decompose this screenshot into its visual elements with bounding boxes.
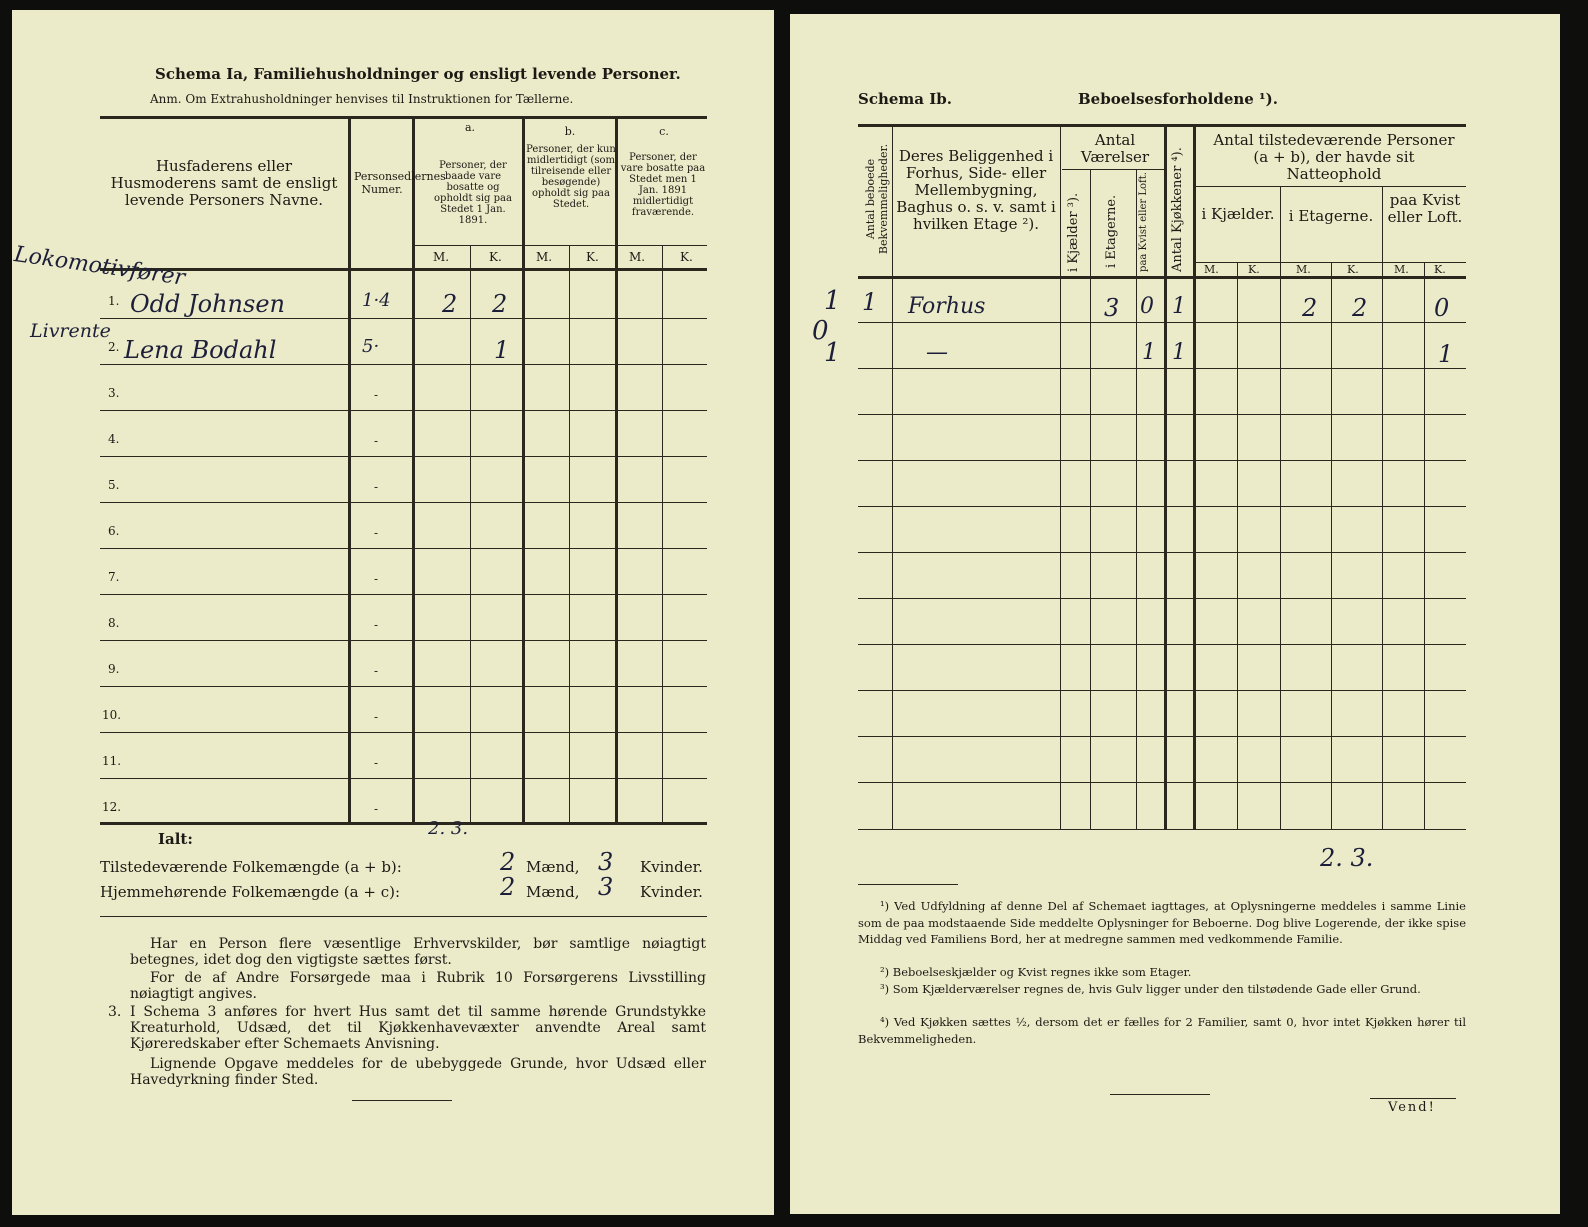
tilst-maend-label: Mænd,	[526, 858, 580, 876]
row-rule	[100, 318, 707, 319]
row1-name: Odd Johnsen	[130, 290, 285, 318]
row1-a-m: 2	[442, 290, 458, 318]
vaer-subheader-rule	[1062, 169, 1165, 170]
row-dash: -	[374, 526, 379, 540]
row2-a-k: 1	[494, 336, 510, 364]
col-bekv-header: Antal beboede Bekvemmeligheder.	[864, 143, 890, 255]
row-number: 11.	[102, 754, 122, 768]
row-rule	[858, 598, 1466, 599]
row-number: 3.	[108, 386, 120, 400]
col-divider-a-mk	[470, 245, 471, 822]
mk-label-b-m: M.	[536, 250, 553, 264]
mk-header-rule	[415, 245, 707, 246]
col-a-header: Personer, der baade vare bosatte og opholdt sig paa Stedet 1 Jan. 1891.	[434, 160, 512, 226]
col-divider	[1090, 169, 1091, 829]
instruction-2: For de af Andre Forsørgede maa i Rubrik 10 Forsørgerens Livsstilling nøiagtigt angives.	[130, 970, 706, 1002]
mk-label: M.	[1394, 263, 1409, 276]
row1-a-k: 2	[492, 290, 508, 318]
row-dash: -	[374, 756, 379, 770]
row-rule	[100, 732, 707, 733]
footnote-4: ⁴) Ved Kjøkken sættes ½, dersom det er fælles for 2 Familier, samt 0, hvor intet Kjøkken hører til Bekvemmeligheden.	[858, 1015, 1466, 1046]
row-rule	[858, 506, 1466, 507]
row1-kvist-k: 0	[1434, 294, 1450, 322]
tilst-kvinder-value: 3	[598, 848, 614, 876]
hjem-maend-label: Mænd,	[526, 883, 580, 901]
col-belig-header: Deres Beliggenhed i Forhus, Side- eller Mellembygning, Baghus o. s. v. samt i hvilken Etage ²).	[896, 147, 1056, 233]
row1-beliggenhed: Forhus	[908, 294, 986, 319]
col-p-etag-header: i Etagerne.	[1288, 207, 1374, 225]
tilst-maend-value: 2	[500, 848, 516, 876]
row-rule	[858, 552, 1466, 553]
row1-etag-m: 2	[1302, 294, 1318, 322]
row-dash: -	[374, 388, 379, 402]
col-b-header: Personer, der kun midlertidigt (som tilreisende eller besøgende) opholdt sig paa Stedet.	[526, 144, 616, 210]
schema-ia-title: Schema Ia, Familiehusholdninger og ensligt levende Personer.	[155, 65, 681, 83]
col-etag-header: i Etagerne.	[1104, 194, 1119, 268]
row-dash: -	[374, 434, 379, 448]
row1-etagerne: 3	[1104, 294, 1120, 322]
col-kjaelder-header: i Kjælder ³).	[1066, 192, 1081, 272]
hjem-maend-value: 2	[500, 873, 516, 901]
row2-kvist-k: 1	[1438, 340, 1454, 368]
tilst-kvinder-label: Kvinder.	[640, 858, 703, 876]
row2-kvist: 1	[1142, 340, 1156, 365]
mk-label: K.	[1347, 263, 1359, 276]
row-number: 5.	[108, 478, 120, 492]
row-rule	[858, 460, 1466, 461]
row-dash: -	[374, 664, 379, 678]
vend-label: Vend!	[1388, 1100, 1436, 1115]
row-number: 10.	[102, 708, 122, 722]
vend-rule	[1370, 1098, 1456, 1099]
col-divider	[1060, 124, 1061, 829]
col-c-letter: c.	[659, 125, 669, 138]
mk-label: K.	[1248, 263, 1260, 276]
table-top-rule	[858, 124, 1466, 127]
col-divider	[1280, 186, 1281, 829]
margin-note-livrente: Livrente	[30, 320, 111, 342]
col-divider	[1193, 124, 1196, 829]
row2-kjokken: 1	[1172, 340, 1186, 365]
col-divider-a	[522, 116, 525, 822]
row-rule	[100, 686, 707, 687]
beboelse-title: Beboelsesforholdene ¹).	[1078, 90, 1278, 108]
row-rule	[100, 364, 707, 365]
row-sheet-number: 1·4	[362, 290, 391, 311]
mk-label-c-k: K.	[680, 250, 693, 264]
col-divider	[1164, 124, 1167, 829]
col-divider-b-mk	[569, 245, 570, 822]
col-divider	[1382, 186, 1383, 829]
total-handwritten: 2. 3.	[1320, 844, 1374, 872]
row-rule	[100, 640, 707, 641]
schema-ib-title: Schema Ib.	[858, 90, 952, 108]
mk-label-c-m: M.	[629, 250, 646, 264]
row2-bekv: 1	[824, 338, 841, 368]
end-rule	[1110, 1094, 1210, 1095]
col-a-letter: a.	[464, 121, 476, 134]
pers-subheader-rule	[1195, 186, 1466, 187]
row-rule	[100, 778, 707, 779]
row-number: 12.	[102, 800, 122, 814]
mk-label-a-k: K.	[489, 250, 502, 264]
ialt-label: Ialt:	[158, 830, 193, 848]
header-bottom-rule	[858, 276, 1466, 279]
col-kjokken-header: Antal Kjøkkener ⁴).	[1170, 147, 1185, 272]
right-page	[790, 14, 1560, 1214]
table-bottom-rule	[100, 822, 707, 825]
col-b-letter: b.	[564, 125, 576, 138]
row2-name: Lena Bodahl	[124, 336, 277, 364]
row1-kjokken: 1	[1172, 294, 1186, 319]
row1-bekv: 1	[862, 288, 878, 316]
col-divider-b	[615, 116, 618, 822]
row-rule	[858, 782, 1466, 783]
footnote-3: ³) Som Kjælderværelser regnes de, hvis Gulv ligger under den tilstødende Gade eller Grund.	[880, 982, 1421, 996]
hjem-kvinder-label: Kvinder.	[640, 883, 703, 901]
row-dash: -	[374, 802, 379, 816]
instruction-1: Har en Person flere væsentlige Erhvervskilder, bør samtlige nøiagtigt betegnes, idet dog den vigtigste sættes først.	[130, 936, 706, 968]
anm-note: Anm. Om Extrahusholdninger henvises til Instruktionen for Tællerne.	[150, 92, 574, 106]
col-divider	[892, 124, 893, 829]
col-c-header: Personer, der vare bosatte paa Stedet men 1 Jan. 1891 midlertidigt fraværende.	[620, 152, 706, 218]
row-dash: -	[374, 710, 379, 724]
row-rule	[858, 644, 1466, 645]
row-number: 9.	[108, 662, 120, 676]
row-number: 7.	[108, 570, 120, 584]
row1-etag-k: 2	[1352, 294, 1368, 322]
hjem-label: Hjemmehørende Folkemængde (a + c):	[100, 883, 400, 901]
footnote-1: ¹) Ved Udfyldning af denne Del af Schemaet iagttages, at Oplysningerne meddeles i samme Linie som de paa modstaaende Side meddelte Oplysninger for Beboerne. Dog blive Logerende, der ikke spise Middag ved Familiens Bord, her at medregne sammen med vedkommende Familie.	[858, 899, 1466, 946]
margin-note-occupation: Lokomotivfører	[12, 242, 187, 291]
row-rule	[100, 456, 707, 457]
row1-kvist: 0	[1140, 294, 1154, 319]
end-rule	[352, 1100, 452, 1101]
instruction-3-number: 3.	[108, 1004, 122, 1020]
mk-label-a-m: M.	[433, 250, 450, 264]
instruction-4: Lignende Opgave meddeles for de ubebyggede Grunde, hvor Udsæd eller Havedyrkning finder Sted.	[130, 1056, 706, 1088]
row-rule	[858, 414, 1466, 415]
col-divider-num	[412, 116, 415, 822]
row-number: 6.	[108, 524, 120, 538]
col-vaer-header: Antal Værelser	[1080, 131, 1150, 166]
row-sheet-number: 5·	[362, 336, 380, 357]
mk-label: M.	[1204, 263, 1219, 276]
col-divider	[1424, 262, 1425, 829]
row-rule	[858, 368, 1466, 369]
row-number: 2.	[108, 340, 120, 354]
left-page	[12, 10, 774, 1215]
row-rule	[858, 736, 1466, 737]
footnote-2: ²) Beboelseskjælder og Kvist regnes ikke som Etager.	[880, 965, 1192, 979]
col-p-kjaelder-header: i Kjælder.	[1201, 205, 1275, 223]
row-number: 8.	[108, 616, 120, 630]
row-dash: -	[374, 480, 379, 494]
col-kvist-header: paa Kvist eller Loft.	[1138, 172, 1149, 272]
table-bottom-rule	[858, 829, 1466, 830]
footnote-rule	[858, 884, 958, 885]
col-p-kvist-header: paa Kvist eller Loft.	[1387, 191, 1463, 226]
mk-label-b-k: K.	[586, 250, 599, 264]
row-rule	[100, 410, 707, 411]
row-number: 4.	[108, 432, 120, 446]
row-dash: -	[374, 572, 379, 586]
col-names-header: Husfaderens eller Husmoderens samt de ensligt levende Personers Navne.	[110, 157, 338, 209]
totals-rule	[100, 916, 707, 917]
row-rule	[100, 594, 707, 595]
mk-label: K.	[1434, 263, 1446, 276]
hjem-kvinder-value: 3	[598, 873, 614, 901]
tilst-label: Tilstedeværende Folkemængde (a + b):	[100, 858, 402, 876]
row-number: 1.	[108, 294, 120, 308]
col-divider	[1136, 169, 1137, 829]
col-divider	[1237, 262, 1238, 829]
ialt-handwritten: 2. 3.	[428, 818, 469, 839]
row-rule	[858, 322, 1466, 323]
instruction-3: I Schema 3 anføres for hvert Hus samt det til samme hørende Grundstykke Kreaturhold, Udsæd, det til Kjøkkenhavevæxter anvendte Areal samt Kjøreredskaber efter Schemaets Anvisning.	[130, 1004, 706, 1052]
row-rule	[100, 502, 707, 503]
row1-margin-number: 1	[824, 286, 841, 316]
row-rule	[858, 690, 1466, 691]
col-divider-names	[348, 116, 351, 822]
mk-label: M.	[1296, 263, 1311, 276]
row-rule	[100, 548, 707, 549]
col-pers-header: Antal tilstedeværende Personer (a + b), der havde sit Natteophold	[1213, 131, 1455, 183]
col-num-header: Personsedlernes Numer.	[354, 170, 446, 196]
col-divider-c-mk	[662, 245, 663, 822]
row2-beliggenhed: —	[926, 340, 948, 365]
col-divider	[1331, 262, 1332, 829]
row2-margin-number: 0	[812, 316, 829, 346]
row-dash: -	[374, 618, 379, 632]
